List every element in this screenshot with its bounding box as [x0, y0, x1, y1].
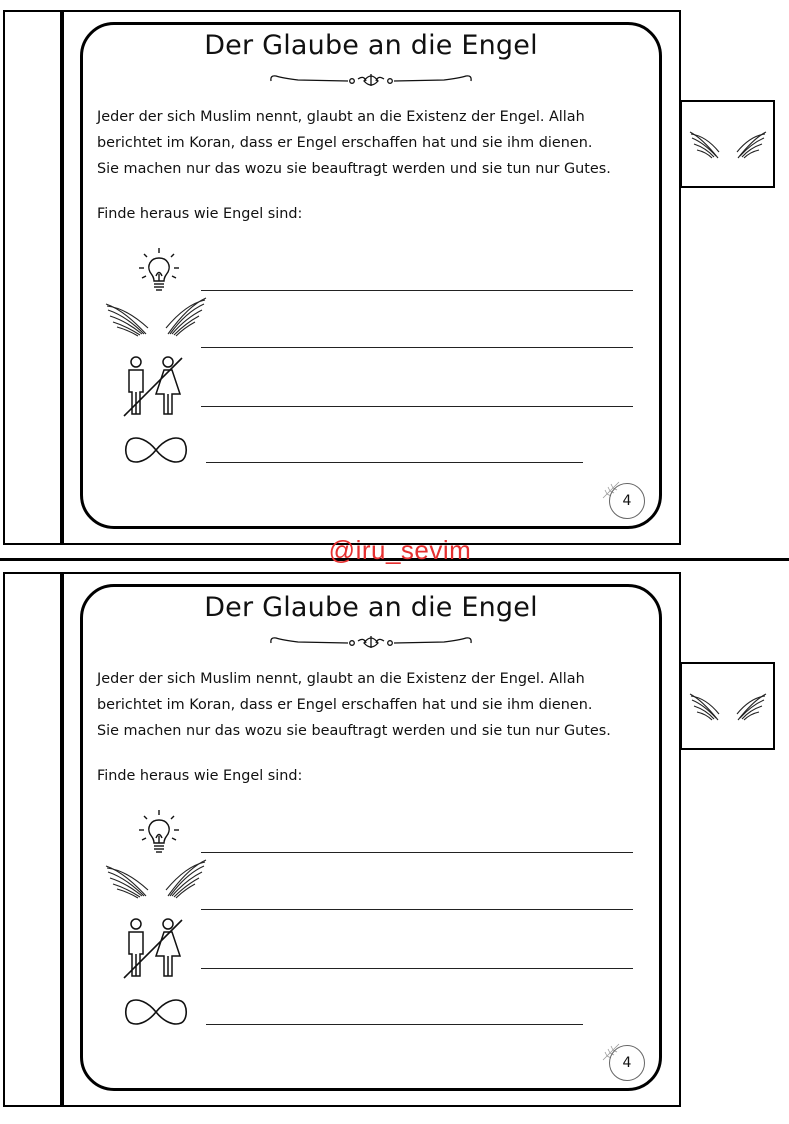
intro-line: Sie machen nur das wozu sie beauftragt werden und sie tun nur Gutes.: [97, 161, 611, 177]
no-gender-icon: [120, 354, 186, 418]
wings-icon: [104, 296, 208, 340]
prompt-text: Finde heraus wie Engel sind:: [97, 206, 303, 222]
answer-line[interactable]: [201, 968, 633, 969]
no-gender-icon: [120, 916, 186, 980]
prompt-text: Finde heraus wie Engel sind:: [97, 768, 303, 784]
intro-line: Jeder der sich Muslim nennt, glaubt an die Existenz der Engel. Allah: [97, 109, 585, 125]
wings-tab-icon: [688, 124, 768, 166]
worksheet-title: Der Glaube an die Engel: [204, 30, 538, 61]
wings-tab: [680, 100, 775, 188]
answer-line[interactable]: [206, 1024, 583, 1025]
watermark: @iru_sevim: [328, 535, 472, 565]
intro-text: [97, 104, 657, 182]
worksheet-card-2: [0, 562, 789, 1124]
page-number: 4: [609, 1045, 645, 1081]
wings-icon: [104, 858, 208, 902]
intro-line: berichtet im Koran, dass er Engel erschaffen hat und sie ihm dienen.: [97, 135, 593, 151]
answer-line[interactable]: [201, 852, 633, 853]
page-number: 4: [609, 483, 645, 519]
wings-tab: [680, 662, 775, 750]
lightbulb-icon: [136, 246, 182, 294]
binding-strip: [60, 10, 64, 545]
intro-line: Jeder der sich Muslim nennt, glaubt an die Existenz der Engel. Allah: [97, 671, 585, 687]
worksheet-title: Der Glaube an die Engel: [204, 592, 538, 623]
lightbulb-icon: [136, 808, 182, 856]
binding-strip: [60, 572, 64, 1107]
answer-line[interactable]: [206, 462, 583, 463]
answer-line[interactable]: [201, 406, 633, 407]
title-flourish: [268, 70, 474, 90]
title-flourish: [268, 632, 474, 652]
wings-tab-icon: [688, 686, 768, 728]
intro-line: berichtet im Koran, dass er Engel erschaffen hat und sie ihm dienen.: [97, 697, 593, 713]
intro-line: Sie machen nur das wozu sie beauftragt werden und sie tun nur Gutes.: [97, 723, 611, 739]
answer-line[interactable]: [201, 347, 633, 348]
infinity-icon: [122, 434, 190, 466]
infinity-icon: [122, 996, 190, 1028]
answer-line[interactable]: [201, 290, 633, 291]
intro-text: [97, 666, 657, 744]
answer-line[interactable]: [201, 909, 633, 910]
